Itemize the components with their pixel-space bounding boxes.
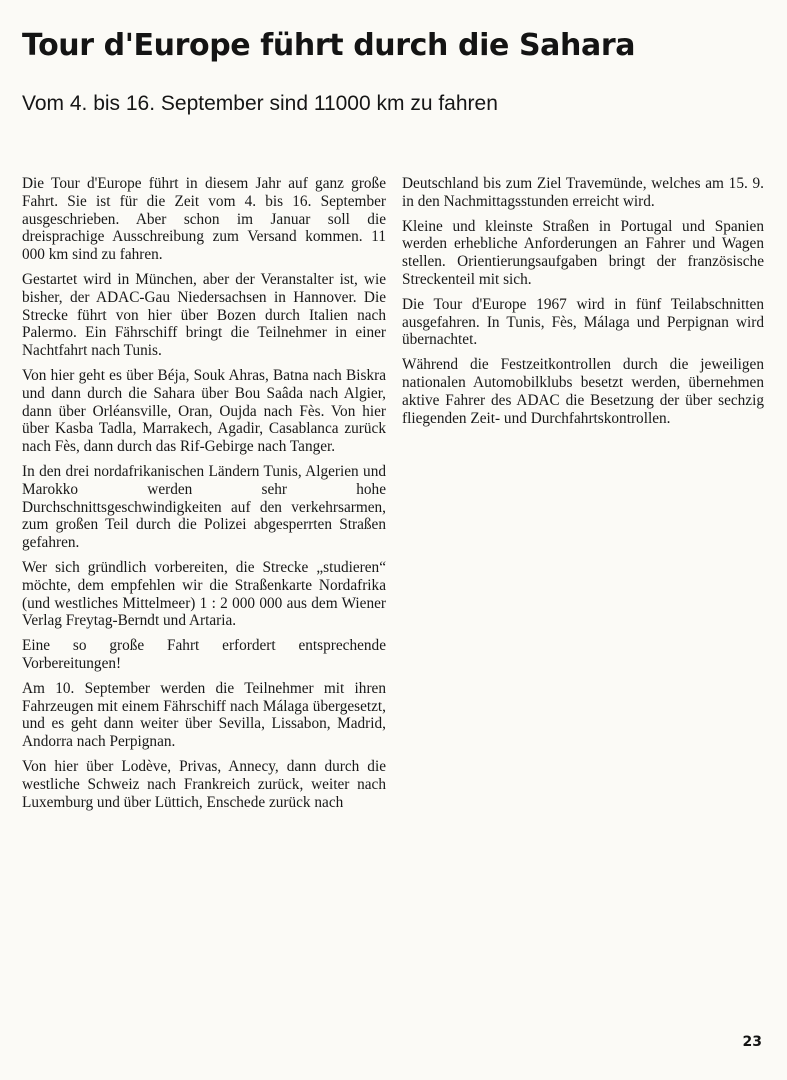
- paragraph: Deutschland bis zum Ziel Travemünde, welches am 15. 9. in den Nachmittagsstunden erreicht wird.: [402, 175, 764, 210]
- paragraph: Die Tour d'Europe 1967 wird in fünf Teilabschnitten ausgefahren. In Tunis, Fès, Málaga und Perpignan wird übernachtet.: [402, 295, 764, 349]
- paragraph: Von hier über Lodève, Privas, Annecy, dann durch die westliche Schweiz nach Frankreich zurück, weiter nach Luxemburg und über Lüttich, Enschede zurück nach: [22, 757, 386, 811]
- paragraph: Während die Festzeitkontrollen durch die jeweiligen nationalen Automobilklubs besetzt werden, übernehmen aktive Fahrer des ADAC die Besetzung der über sechzig fliegenden Zeit- und Durchfahrtskontrollen.: [402, 356, 764, 427]
- right-column: [402, 175, 764, 434]
- page-number: 23: [742, 1034, 762, 1050]
- paragraph: Die Tour d'Europe führt in diesem Jahr auf ganz große Fahrt. Sie ist für die Zeit vom 4. bis 16. September ausgeschrieben. Aber schon im Januar soll die dreisprachige Ausschreibung zum Versand kommen. 11 000 km sind zu fahren.: [22, 175, 386, 264]
- paragraph: In den drei nordafrikanischen Ländern Tunis, Algerien und Marokko werden sehr hohe Durchschnittsgeschwindigkeiten auf den verkehrsarmen, zum großen Teil durch die Polizei abgesperrten Straßen gefahren.: [22, 462, 386, 552]
- paragraph: Kleine und kleinste Straßen in Portugal und Spanien werden erhebliche Anforderungen an Fahrer und Wagen stellen. Orientierungsaufgaben bringt der französische Streckenteil mit sich.: [402, 217, 764, 288]
- paragraph: Eine so große Fahrt erfordert entsprechende Vorbereitungen!: [22, 637, 386, 672]
- left-column: [22, 175, 386, 818]
- paragraph: Am 10. September werden die Teilnehmer mit ihren Fahrzeugen mit einem Fährschiff nach Málaga übergesetzt, und es geht dann weiter über Sevilla, Lissabon, Madrid, Andorra nach Perpignan.: [22, 679, 386, 751]
- paragraph: Wer sich gründlich vorbereiten, die Strecke „studieren“ möchte, dem empfehlen wir die Straßenkarte Nordafrika (und westliches Mittelmeer) 1 : 2 000 000 aus dem Wiener Verlag Freytag-Berndt und Artaria.: [22, 558, 386, 630]
- article-headline: Tour d'Europe führt durch die Sahara: [22, 28, 636, 63]
- paragraph: Von hier geht es über Béja, Souk Ahras, Batna nach Biskra und dann durch die Sahara über Bou Saâda nach Algier, dann über Orléansville, Oran, Oujda nach Fès. Von hier über Kasba Tadla, Marrakech, Agadir, Casablanca zurück nach Fès, dann durch das Rif-Gebirge nach Tanger.: [22, 366, 386, 456]
- paragraph: Gestartet wird in München, aber der Veranstalter ist, wie bisher, der ADAC-Gau Niedersachsen in Hannover. Die Strecke führt von hier über Bozen durch Italien nach Palermo. Ein Fährschiff bringt die Teilnehmer in einer Nachtfahrt nach Tunis.: [22, 270, 386, 360]
- article-subheadline: Vom 4. bis 16. September sind 11000 km zu fahren: [22, 92, 498, 115]
